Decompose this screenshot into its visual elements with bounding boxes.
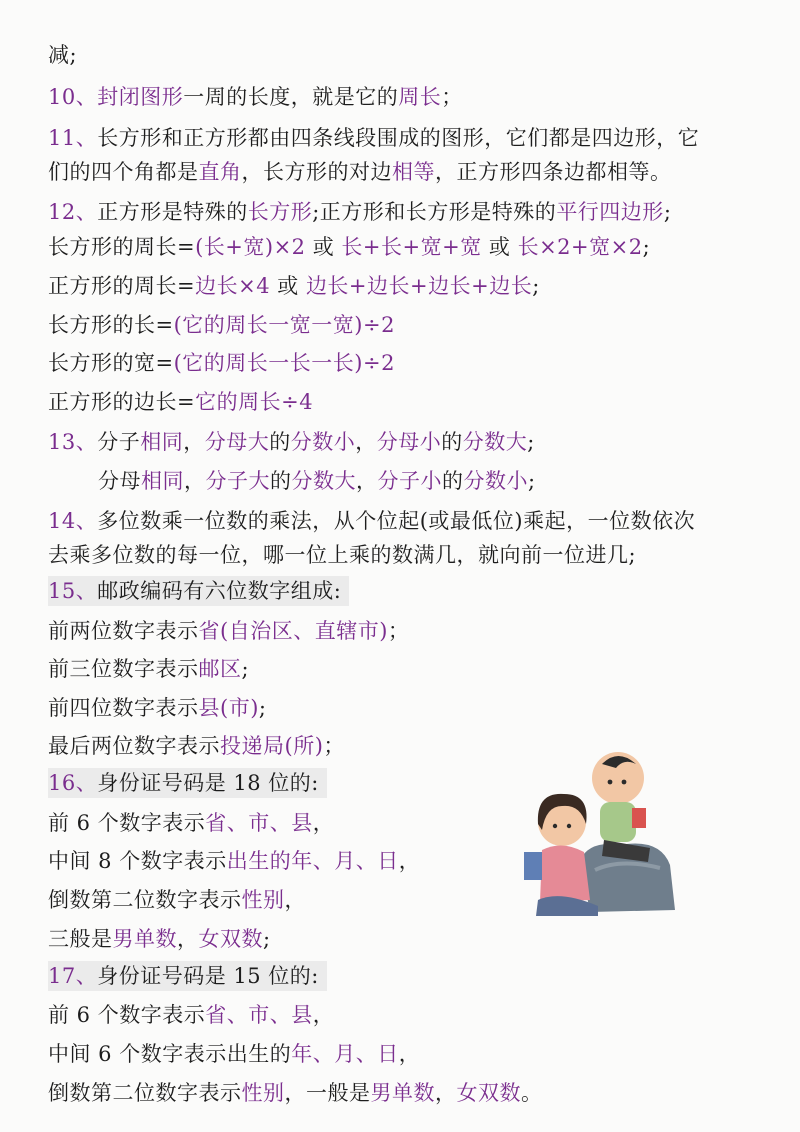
keyword-text: 长+长+宽+宽 — [341, 235, 482, 259]
text-line — [48, 924, 760, 954]
body-text: 分母 — [98, 469, 141, 493]
body-text: ;正方形和长方形是特殊的 — [312, 200, 557, 224]
text-line — [48, 348, 760, 378]
text-line — [48, 232, 760, 262]
body-text: 的 — [270, 469, 292, 493]
body-text: 三般是 — [48, 927, 113, 951]
keyword-text: 它的周长÷4 — [195, 390, 314, 414]
body-text: 。 — [521, 1081, 543, 1105]
text-line — [48, 654, 760, 684]
body-text: ， — [312, 1003, 335, 1027]
keyword-text: 分数大 — [291, 469, 356, 493]
body-text: ， — [177, 927, 199, 951]
body-text: 的 — [442, 469, 464, 493]
body-text: ，一般是 — [284, 1081, 371, 1105]
keyword-text: 省、市、县 — [205, 811, 313, 835]
body-text: ; — [263, 927, 271, 951]
text-line — [48, 961, 327, 991]
body-text: ， — [355, 430, 377, 454]
keyword-text: (它的周长一长一长)÷2 — [173, 351, 395, 375]
body-text: ， — [398, 849, 421, 873]
keyword-text: 邮区 — [198, 657, 242, 681]
body-text: 前 6 个数字表示 — [48, 811, 206, 835]
keyword-text: 性别 — [241, 1081, 285, 1105]
keyword-text: 分子小 — [377, 469, 442, 493]
text-line — [48, 768, 327, 798]
text-line — [48, 427, 760, 457]
text-line — [48, 1039, 760, 1069]
body-text: ； — [323, 734, 345, 758]
text-line — [48, 157, 760, 187]
body-text: 前两位数字表示 — [48, 619, 199, 643]
keyword-text: 县(市) — [198, 696, 259, 720]
body-text: ; — [258, 696, 267, 720]
keyword-text: 投递局(所) — [220, 734, 324, 758]
keyword-text: 省、市、县 — [205, 1003, 313, 1027]
keyword-text: 性别 — [241, 888, 285, 912]
body-text: ; — [663, 200, 672, 224]
keyword-text: 分数小 — [290, 430, 356, 454]
keyword-text: 长方形 — [247, 200, 313, 224]
keyword-text: 11、 — [48, 126, 98, 150]
body-text: 或 — [270, 274, 306, 298]
text-line — [48, 310, 760, 340]
body-text: ， — [435, 1081, 457, 1105]
keyword-text: 10、 — [48, 85, 98, 109]
body-text: ; — [241, 657, 250, 681]
keyword-text: 17、 — [48, 964, 98, 988]
body-text: 多位数乘一位数的乘法，从个位起(或最低位)乘起，一位数依次 — [97, 509, 696, 533]
keyword-text: 分母大 — [204, 430, 270, 454]
body-text: ， — [356, 469, 378, 493]
body-text: 身份证号码是 15 位的: — [97, 964, 319, 988]
keyword-text: 长×2+宽×2 — [517, 235, 643, 259]
keyword-text: 13、 — [48, 430, 98, 454]
body-text: ； — [441, 85, 463, 109]
body-text: ，长方形的对边 — [241, 160, 392, 184]
text-line — [48, 616, 760, 646]
keyword-text: 出生的年、月、日 — [226, 849, 399, 873]
body-text: 前 6 个数字表示 — [48, 1003, 206, 1027]
keyword-text: 男单数 — [112, 927, 177, 951]
keyword-text: 年、月、日 — [291, 1042, 399, 1066]
keyword-text: 平行四边形 — [556, 200, 664, 224]
keyword-text: 封闭图形 — [97, 85, 184, 109]
body-text: 或 — [481, 235, 518, 259]
body-text: ， — [184, 469, 206, 493]
body-text: 中间 8 个数字表示 — [48, 849, 227, 873]
body-text: 邮政编码有六位数字组成: — [97, 579, 342, 603]
text-line — [48, 123, 760, 153]
body-text: 正方形的周长= — [48, 274, 196, 298]
text-line — [98, 466, 760, 496]
keyword-text: 女双数 — [198, 927, 263, 951]
body-text: ， — [284, 888, 306, 912]
body-text: 正方形是特殊的 — [97, 200, 248, 224]
keyword-text: 15、 — [48, 579, 98, 603]
body-text: 前三位数字表示 — [48, 657, 199, 681]
body-text: 正方形的边长= — [48, 390, 196, 414]
text-line — [48, 1078, 760, 1108]
text-line — [48, 1000, 760, 1030]
keyword-text: 男单数 — [370, 1081, 435, 1105]
text-line — [48, 387, 760, 417]
text-line — [48, 540, 760, 570]
keyword-text: 16、 — [48, 771, 98, 795]
text-line — [48, 40, 760, 70]
text-line — [48, 197, 760, 227]
body-text: 长方形的周长= — [48, 235, 196, 259]
text-line — [48, 271, 760, 301]
body-text: 分子 — [97, 430, 141, 454]
body-text: ， — [183, 430, 205, 454]
keyword-text: 相同 — [141, 469, 184, 493]
body-text: ; — [642, 235, 651, 259]
keyword-text: 14、 — [48, 509, 98, 533]
body-text: 去乘多位数的每一位，哪一位上乘的数满几，就向前一位进几; — [48, 543, 637, 567]
body-text: 倒数第二位数字表示 — [48, 1081, 242, 1105]
body-text: 最后两位数字表示 — [48, 734, 220, 758]
body-text: ； — [387, 619, 410, 643]
body-text: 的 — [269, 430, 291, 454]
body-text: 们的四个角都是 — [48, 160, 199, 184]
keyword-text: 女双数 — [456, 1081, 521, 1105]
body-text: ， — [312, 811, 335, 835]
body-text: ; — [527, 430, 535, 454]
keyword-text: 分母小 — [376, 430, 442, 454]
text-line — [48, 506, 760, 536]
text-line — [48, 576, 349, 606]
keyword-text: 直角 — [198, 160, 242, 184]
body-text: ; — [532, 274, 540, 298]
body-text: 长方形的长= — [48, 313, 174, 337]
keyword-text: (长+宽)×2 — [195, 235, 306, 259]
body-text: 一周的长度，就是它的 — [183, 85, 399, 109]
body-text: 长方形和正方形都由四条线段围成的图形，它们都是四边形，它 — [97, 126, 700, 150]
keyword-text: 边长×4 — [195, 274, 271, 298]
body-text: 中间 6 个数字表示出生的 — [48, 1042, 292, 1066]
body-text: ，正方形四条边都相等。 — [435, 160, 672, 184]
keyword-text: 相等 — [392, 160, 435, 184]
keyword-text: 12、 — [48, 200, 98, 224]
keyword-text: 分数小 — [463, 469, 528, 493]
body-text: 减; — [48, 43, 78, 67]
keyword-text: 分数大 — [462, 430, 528, 454]
keyword-text: 周长 — [398, 85, 442, 109]
body-text: 或 — [305, 235, 342, 259]
keyword-text: (它的周长一宽一宽)÷2 — [173, 313, 395, 337]
body-text: 倒数第二位数字表示 — [48, 888, 242, 912]
body-text: ， — [398, 1042, 421, 1066]
children-reading-icon — [520, 740, 690, 920]
text-line — [48, 82, 760, 112]
keyword-text: 省(自治区、直辖市) — [198, 619, 388, 643]
text-line — [48, 693, 760, 723]
body-text: ; — [528, 469, 536, 493]
body-text: 前四位数字表示 — [48, 696, 199, 720]
keyword-text: 分子大 — [205, 469, 270, 493]
body-text: 的 — [441, 430, 463, 454]
body-text: 长方形的宽= — [48, 351, 174, 375]
body-text: 身份证号码是 18 位的: — [97, 771, 319, 795]
keyword-text: 相同 — [140, 430, 184, 454]
keyword-text: 边长+边长+边长+边长 — [305, 274, 533, 298]
